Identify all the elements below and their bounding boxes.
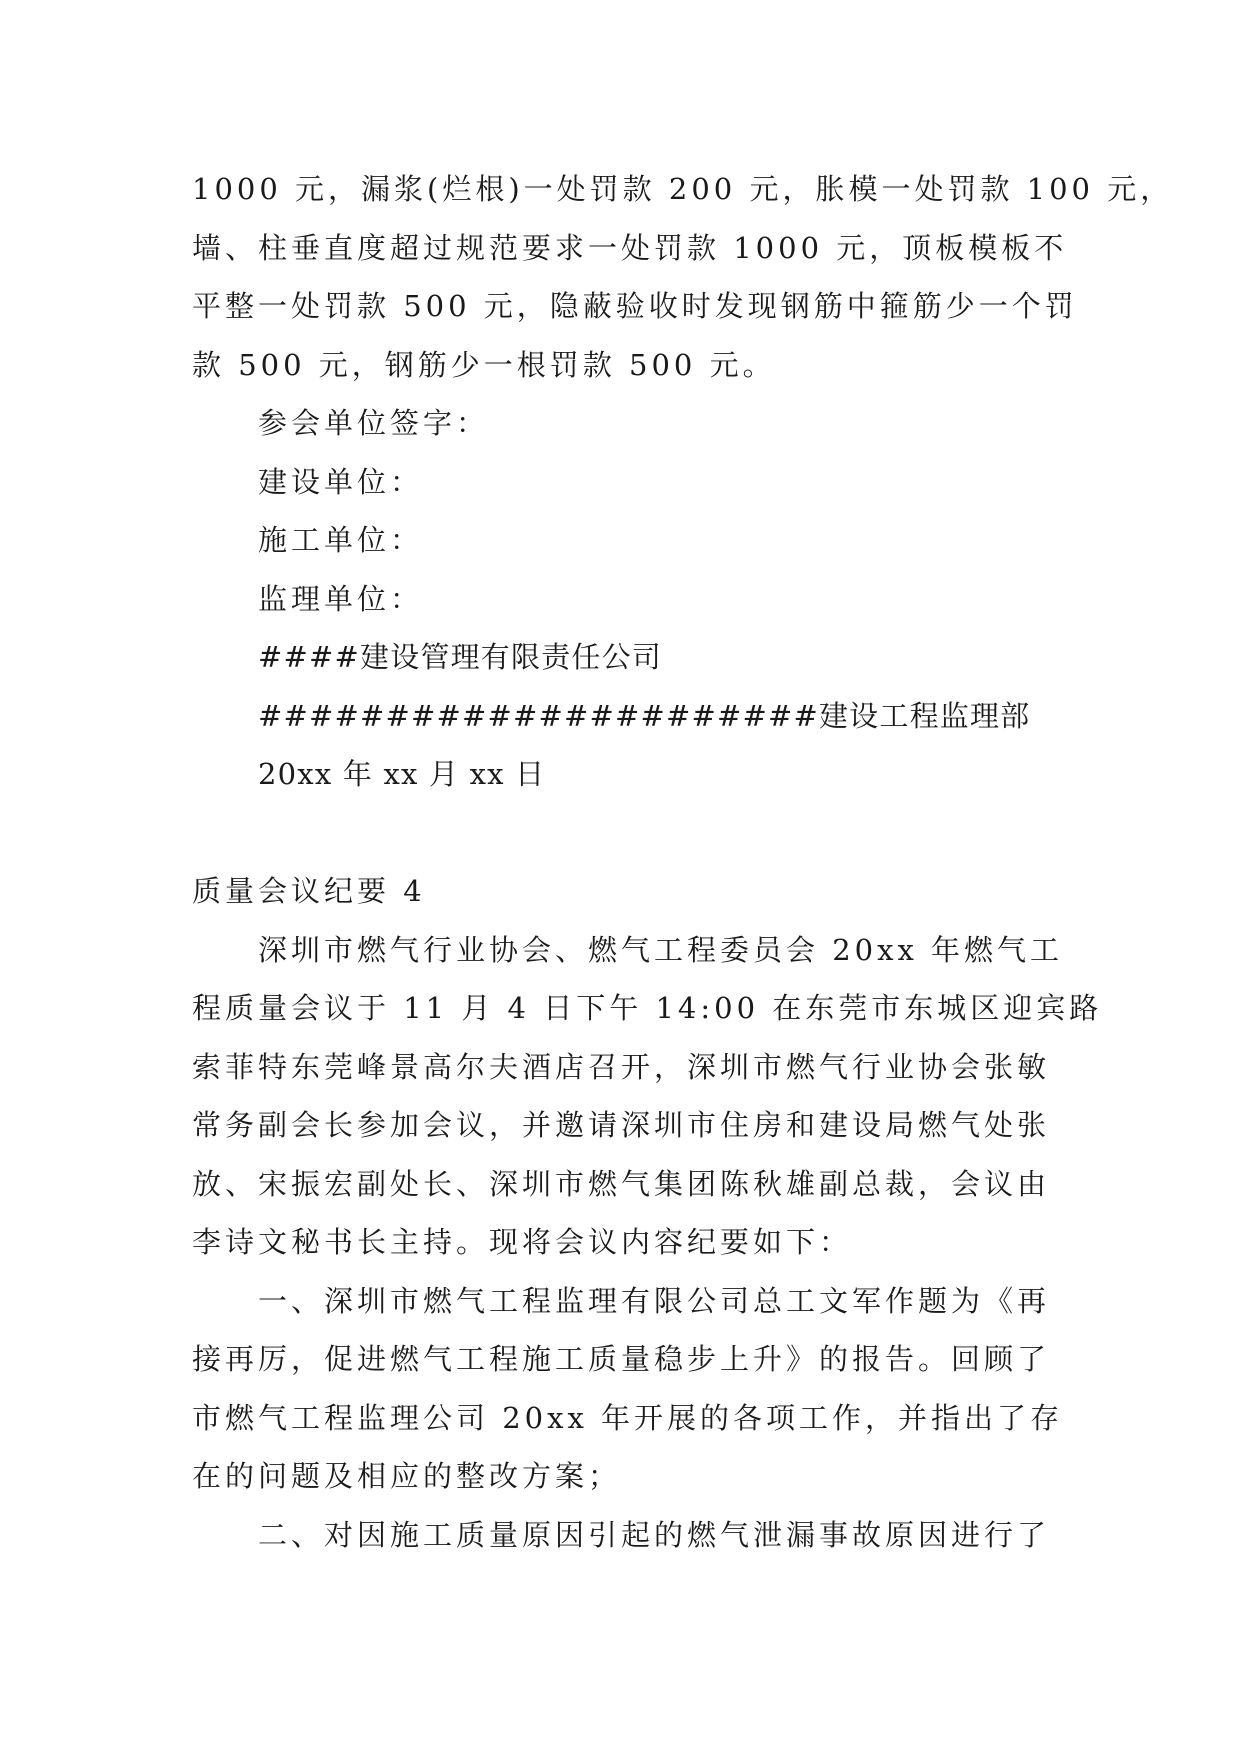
- text-line: 常务副会长参加会议，并邀请深圳市住房和建设局燃气处张: [192, 1108, 1051, 1142]
- company-name-2: ######################建设工程监理部: [258, 698, 1031, 733]
- signature-date: 20xx 年 xx 月 xx 日: [258, 757, 546, 791]
- construction-unit-label: 建设单位：: [258, 464, 424, 499]
- document-body: [192, 160, 1174, 1564]
- text-line: 李诗文秘书长主持。现将会议内容纪要如下：: [192, 1225, 853, 1259]
- company-name-1: ####建设管理有限责任公司: [258, 640, 662, 674]
- text-line: 款 500 元，钢筋少一根罚款 500 元。: [192, 347, 776, 382]
- text-line: 接再厉，促进燃气工程施工质量稳步上升》的报告。回顾了: [192, 1342, 1051, 1376]
- text-line: 1000 元，漏浆(烂根)一处罚款 200 元，胀模一处罚款 100 元，: [192, 172, 1174, 206]
- text-line: 深圳市燃气行业协会、燃气工程委员会 20xx 年燃气工: [258, 932, 1064, 967]
- section-title: 质量会议纪要 4: [192, 874, 426, 908]
- signature-heading: 参会单位签字：: [258, 406, 490, 440]
- text-line: 放、宋振宏副处长、深圳市燃气集团陈秋雄副总裁，会议由: [192, 1166, 1051, 1201]
- text-line: 一、深圳市燃气工程监理有限公司总工文军作题为《再: [258, 1283, 1051, 1318]
- builder-unit-label: 施工单位：: [258, 523, 424, 557]
- text-line: 二、对因施工质量原因引起的燃气泄漏事故原因进行了: [258, 1517, 1051, 1552]
- text-line: 墙、柱垂直度超过规范要求一处罚款 1000 元，顶板模板不: [192, 230, 1068, 265]
- supervision-unit-label: 监理单位：: [258, 581, 424, 616]
- text-line: 在的问题及相应的整改方案；: [192, 1459, 622, 1493]
- text-line: 市燃气工程监理公司 20xx 年开展的各项工作，并指出了存: [192, 1400, 1064, 1435]
- text-line: 程质量会议于 11 月 4 日下午 14:00 在东莞市东城区迎宾路: [192, 991, 1103, 1025]
- section-gap: [192, 804, 1048, 863]
- text-line: 平整一处罚款 500 元，隐蔽验收时发现钢筋中箍筋少一个罚: [192, 289, 1078, 323]
- text-line: 索菲特东莞峰景高尔夫酒店召开，深圳市燃气行业协会张敏: [192, 1049, 1051, 1084]
